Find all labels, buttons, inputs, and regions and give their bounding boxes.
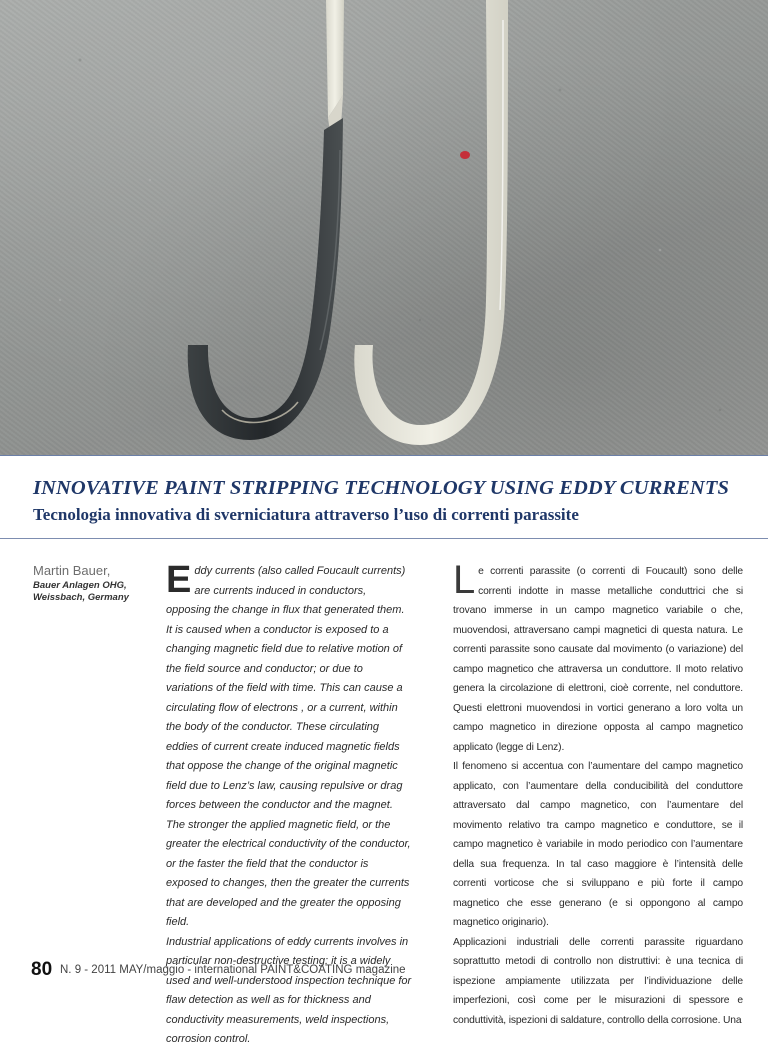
floor-texture <box>59 59 722 412</box>
english-paragraph: ddy currents (also called Foucault currents) are currents induced in conductors, opposing the change in flux that generated them. It is caused when a conductor is exposed to a changing magnetic field due to relative motion of the field source and conductor; or due to variations of the field with time. This can cause a circulating flow of electrons , or a current, within the body of the conductor. These circulating eddies of current create induced magnetic fields that oppose the change of the original magnetic field due to Lenz’s law, causing repulsive or drag forces between the conductor and the magnet. The stronger the applied magnetic field, or the greater the electrical conductivity of the conductor, or the faster the field that the conductor is exposed to changes, then the greater the currents that are developed and the greater the opposing field. <box>166 565 411 928</box>
english-paragraph: Industrial applications of eddy currents involves in particular non-destructive testing: it is a widely used and well-understood inspection technique for flaw detection as well as for thickness and conductivity measurements, weld inspections, corrosion control. <box>166 935 412 1045</box>
italian-dropcap: L <box>453 558 476 602</box>
top-rule <box>0 455 768 456</box>
italian-paragraph: Applicazioni industriali delle correnti parassite riguardano soprattutto metodi di controllo non distruttivi: è una tecnica di ispezione ampiamente utilizzata per l’individuazione delle imperfezioni, così come per le misurazioni di spessore e conduttività, ispezioni di saldature, controllo della corrosione. Una <box>453 936 743 1026</box>
page-number: 80 <box>31 959 53 980</box>
hooks-illustration <box>0 0 768 455</box>
author-name: Martin Bauer, <box>33 563 111 578</box>
article-photo <box>0 0 768 455</box>
stripped-hook <box>188 0 344 440</box>
english-column <box>166 559 412 1050</box>
title-italian: Tecnologia innovativa di sverniciatura attraverso l’uso di correnti parassite <box>33 505 579 524</box>
issue-line: N. 9 - 2011 MAY/maggio - international PAINT&COATING magazine <box>60 964 406 976</box>
english-dropcap: E <box>166 559 192 601</box>
author-affiliation: Bauer Anlagen OHG, Weissbach, Germany <box>33 580 129 603</box>
title-english: INNOVATIVE PAINT STRIPPING TECHNOLOGY USING EDDY CURRENTS <box>33 477 729 499</box>
italian-paragraph: e correnti parassite (o correnti di Foucault) sono delle correnti indotte in masse metalliche conduttrici che si trovano immerse in un campo magnetico variabile o che, muovendosi, attraversano campi magnetici di questa natura. Le correnti parassite sono causate dal movimento (o variazione) del campo magnetico che attraversa un conduttore. Il moto relativo genera la circolazione di elettroni, cioè corrente, nel conduttore. Questi elettroni muovendosi in vortici generano a loro volta un campo magnetico in direzione opposta al campo magnetico applicato (legge di Lenz). <box>453 566 743 753</box>
red-paint-speck <box>460 151 470 159</box>
title-rule <box>0 538 768 539</box>
italian-paragraph: Il fenomeno si accentua con l’aumentare del campo magnetico applicato, con l’aumentare della conducibilità del conduttore attraversato dal campo magnetico, con l’aumentare del movimento relativo tra campo magnetico e conduttore, se il campo magnetico è variabile in modo periodico con l’aumentare della sua frequenza. In tal caso maggiore è l’intensità delle correnti vorticose che si sviluppano e più forte il campo magnetico che esse generano (e si oppongono al campo magnetico originario). <box>453 761 743 928</box>
painted-hook <box>354 0 508 445</box>
italian-column <box>453 558 743 1030</box>
